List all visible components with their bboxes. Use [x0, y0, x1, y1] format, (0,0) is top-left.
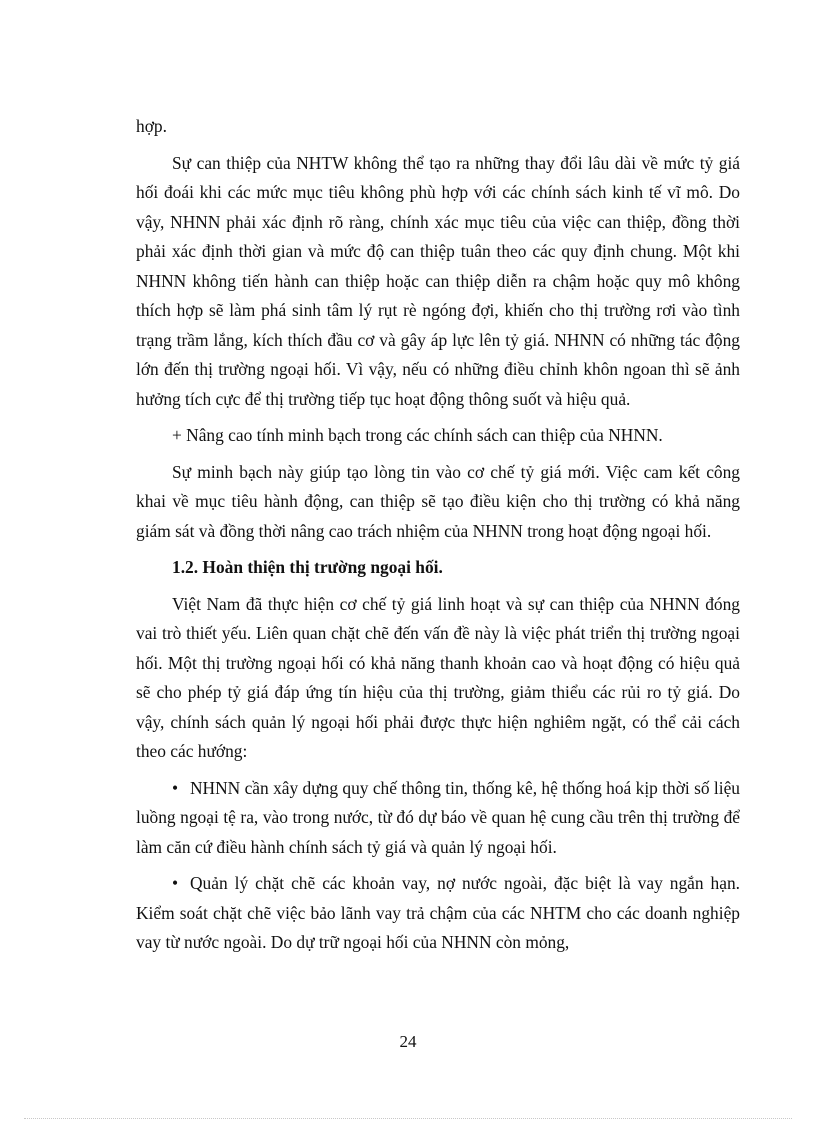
- bullet-item: [136, 774, 740, 863]
- paragraph-continuation: hợp.: [136, 116, 167, 136]
- bullet-item: [136, 869, 740, 958]
- paragraph-forex-market: Việt Nam đã thực hiện cơ chế tỷ giá linh hoạt và sự can thiệp của NHNN đóng vai trò thiết yếu. Liên quan chặt chẽ đến vấn đề này là việc phát triển thị trường ngoại hối. Một thị trường ngoại hối có khả năng thanh khoản cao và hoạt động có hiệu quả sẽ cho phép tỷ giá đáp ứng tín hiệu của thị trường, giảm thiểu các rủi ro tỷ giá. Do vậy, chính sách quản lý ngoại hối phải được thực hiện nghiêm ngặt, có thể cải cách theo các hướng:: [136, 593, 740, 761]
- paragraph-transparency-point: + Nâng cao tính minh bạch trong các chính sách can thiệp của NHNN.: [172, 425, 663, 445]
- paragraph-transparency: Sự minh bạch này giúp tạo lòng tin vào cơ chế tỷ giá mới. Việc cam kết công khai về mục tiêu hành động, can thiệp sẽ tạo điều kiện cho thị trường có khả năng giám sát và đồng thời nâng cao trách nhiệm của NHNN trong hoạt động ngoại hối.: [136, 461, 740, 541]
- bullet-text: NHNN cần xây dựng quy chế thông tin, thống kê, hệ thống hoá kịp thời số liệu luồng ngoại tệ ra, vào trong nước, từ đó dự báo về quan hệ cung cầu trên thị trường để làm căn cứ điều hành chính sách tỷ giá và quản lý ngoại hối.: [136, 777, 740, 857]
- bullet-text: Quản lý chặt chẽ các khoản vay, nợ nước ngoài, đặc biệt là vay ngắn hạn. Kiểm soát chặt chẽ việc bảo lãnh vay trả chậm của các NHTM cho các doanh nghiệp vay từ nước ngoài. Do dự trữ ngoại hối của NHNN còn mỏng,: [136, 873, 740, 952]
- bullet-icon: •: [172, 777, 179, 798]
- page-body: [136, 112, 740, 965]
- bullet-icon: •: [172, 873, 179, 893]
- page-bottom-border: [24, 1118, 792, 1119]
- paragraph-intervention: Sự can thiệp của NHTW không thể tạo ra những thay đổi lâu dài về mức tỷ giá hối đoái khi các mức mục tiêu không phù hợp với các chính sách kinh tế vĩ mô. Do vậy, NHNN phải xác định rõ ràng, chính xác mục tiêu của việc can thiệp, đồng thời phải xác định thời gian và mức độ can thiệp tuân theo các quy định chung. Một khi NHNN không tiến hành can thiệp hoặc can thiệp diễn ra chậm hoặc quy mô không thích hợp sẽ làm phá sinh tâm lý rụt rè ngóng đợi, khiến cho thị trường rơi vào tình trạng trầm lắng, kích thích đầu cơ và gây áp lực lên tỷ giá. NHNN có những tác động lớn đến thị trường ngoại hối. Vì vậy, nếu có những điều chỉnh khôn ngoan thì sẽ ảnh hưởng tích cực để thị trường tiếp tục hoạt động thông suốt và hiệu quả.: [136, 152, 740, 409]
- section-heading: 1.2. Hoàn thiện thị trường ngoại hối.: [172, 557, 443, 577]
- page-number: 24: [399, 1032, 417, 1051]
